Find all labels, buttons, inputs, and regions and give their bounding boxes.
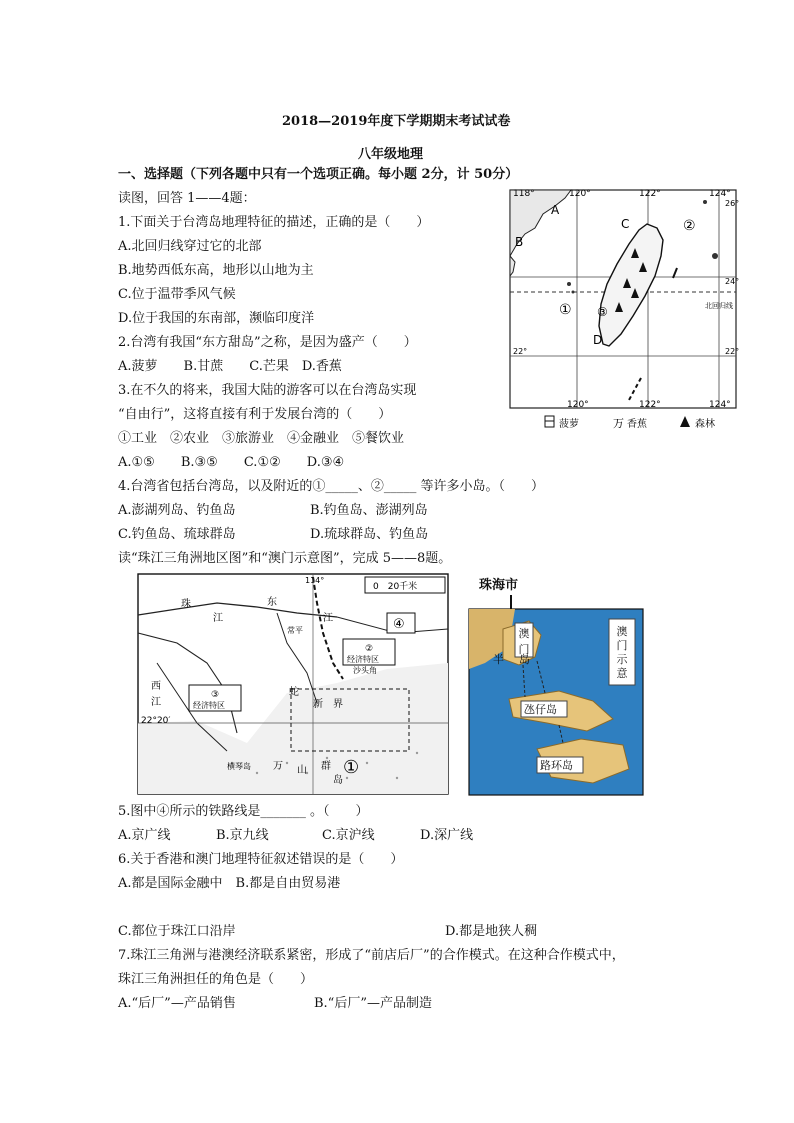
svg-text:A: A <box>551 203 560 217</box>
svg-text:122°: 122° <box>639 400 661 410</box>
svg-text:24°: 24° <box>725 277 740 286</box>
svg-text:澳门示意图: 澳门示意图 <box>622 691 627 692</box>
svg-text:界: 界 <box>333 699 343 710</box>
svg-text:120°: 120° <box>567 400 589 410</box>
svg-text:江: 江 <box>213 613 223 624</box>
section-heading: 一、选择题（下列各题中只有一个选项正确。每小题 2分，计 50分） <box>118 167 519 182</box>
svg-text:东: 东 <box>267 597 277 608</box>
svg-text:124°: 124° <box>709 189 731 199</box>
svg-text:22°: 22° <box>725 347 740 356</box>
intro-1-4: 读图，回答 1——4题： <box>118 191 256 206</box>
svg-text:沙头角: 沙头角 <box>353 666 377 675</box>
q5-option-a: A.京广线 <box>118 828 171 843</box>
q1-option-c: C.位于温带季风气候 <box>118 287 236 302</box>
svg-text:西: 西 <box>151 681 161 692</box>
svg-text:C: C <box>621 217 630 231</box>
svg-text:B: B <box>515 235 524 249</box>
svg-text:山: 山 <box>297 765 307 776</box>
q1-option-a: A.北回归线穿过它的北部 <box>118 239 262 254</box>
svg-text:菠萝: 菠萝 <box>559 419 579 430</box>
q7-stem-2: 珠江三角洲担任的角色是（ ） <box>118 972 314 987</box>
svg-text:D: D <box>593 333 603 347</box>
q7-option-b: B.“后厂”—产品制造 <box>314 996 432 1011</box>
svg-text:122°: 122° <box>639 189 661 199</box>
q7-stem-1: 7.珠江三角洲与港澳经济联系紧密，形成了“前店后厂”的合作模式。在这种合作模式中， <box>118 948 625 963</box>
q1-option-b: B.地势西低东高，地形以山地为主 <box>118 263 314 278</box>
q6-options-ab: A.都是国际金融中 B.都是自由贸易港 <box>118 876 341 891</box>
svg-text:114°: 114° <box>305 576 325 585</box>
svg-text:经济特区: 经济特区 <box>347 655 379 664</box>
svg-text:门: 门 <box>616 639 628 652</box>
svg-text:④: ④ <box>393 617 405 632</box>
svg-text:③: ③ <box>597 305 608 319</box>
svg-text:门: 门 <box>518 643 530 656</box>
q4-stem: 4.台湾省包括台湾岛，以及附近的①_____、②_____ 等许多小岛。（ ） <box>118 479 545 494</box>
svg-text:22°20′: 22°20′ <box>141 716 171 726</box>
svg-text:示: 示 <box>616 653 628 666</box>
q4-option-d: D.琉球群岛、钓鱼岛 <box>310 527 429 542</box>
svg-text:氹仔岛: 氹仔岛 <box>524 703 557 716</box>
svg-text:江: 江 <box>323 613 333 624</box>
svg-text:澳: 澳 <box>616 625 628 638</box>
svg-text:横琴岛: 横琴岛 <box>227 762 251 771</box>
svg-text:珠海市: 珠海市 <box>479 578 519 593</box>
taiwan-map-legend <box>545 416 715 430</box>
svg-text:万: 万 <box>273 761 283 772</box>
svg-text:22°: 22° <box>513 347 528 356</box>
svg-text:半: 半 <box>493 653 504 666</box>
svg-text:蛇: 蛇 <box>289 687 299 698</box>
svg-text:0 20千米: 0 20千米 <box>373 582 418 592</box>
q5-option-d: D.深广线 <box>420 828 474 843</box>
q6-option-c: C.都位于珠江口沿岸 <box>118 924 236 939</box>
q1-option-d: D.位于我国的东南部，濒临印度洋 <box>118 311 315 326</box>
q2-options: A.菠萝 B.甘蔗 C.芒果 D.香蕉 <box>118 359 342 374</box>
intro-5-8: 读“珠江三角洲地区图”和“澳门示意图”，完成 5——8题。 <box>118 551 452 566</box>
q6-stem: 6.关于香港和澳门地理特征叙述错误的是（ ） <box>118 852 404 867</box>
svg-text:香蕉: 香蕉 <box>627 419 647 430</box>
svg-text:26°: 26° <box>725 199 740 208</box>
svg-text:万: 万 <box>613 417 624 430</box>
taiwan-map <box>505 184 745 446</box>
svg-text:珠: 珠 <box>181 599 191 610</box>
svg-text:124°: 124° <box>709 400 731 410</box>
svg-text:路环岛: 路环岛 <box>540 759 573 772</box>
q3-stem-1: 3.在不久的将来，我国大陆的游客可以在台湾岛实现 <box>118 383 417 398</box>
q3-stem-2: “自由行”，这将直接有利于发展台湾的（ ） <box>118 407 392 422</box>
svg-text:森林: 森林 <box>695 419 715 430</box>
q4-option-a: A.澎湖列岛、钓鱼岛 <box>118 503 236 518</box>
q1-stem: 1.下面关于台湾岛地理特征的描述，正确的是（ ） <box>118 215 430 230</box>
svg-text:①: ① <box>343 757 360 778</box>
svg-text:③: ③ <box>211 690 220 700</box>
q6-option-d: D.都是地狭人稠 <box>445 924 538 939</box>
q5-option-c: C.京沪线 <box>322 828 375 843</box>
svg-text:②: ② <box>683 218 696 234</box>
svg-text:澳门半岛: 澳门半岛 <box>489 773 493 774</box>
q5-option-b: B.京九线 <box>216 828 269 843</box>
prd-map <box>137 573 449 795</box>
svg-text:①: ① <box>559 302 572 318</box>
q7-option-a: A.“后厂”—产品销售 <box>118 996 236 1011</box>
macau-map <box>463 573 646 797</box>
svg-text:江: 江 <box>151 697 161 708</box>
q5-stem: 5.图中④所示的铁路线是_______ 。（ ） <box>118 804 369 819</box>
svg-text:北回归线: 北回归线 <box>705 302 733 310</box>
svg-text:岛: 岛 <box>519 653 530 666</box>
svg-text:群: 群 <box>321 761 331 772</box>
exam-subtitle: 八年级地理 <box>358 147 424 162</box>
svg-text:②: ② <box>365 644 374 654</box>
svg-text:岛: 岛 <box>333 775 343 786</box>
q4-option-b: B.钓鱼岛、澎湖列岛 <box>310 503 428 518</box>
exam-title: 2018—2019年度下学期期末考试试卷 <box>282 114 511 129</box>
svg-text:常平: 常平 <box>287 626 303 635</box>
svg-text:120°: 120° <box>569 189 591 199</box>
q3-options: A.①⑤ B.③⑤ C.①② D.③④ <box>118 455 345 470</box>
svg-text:118°: 118° <box>513 189 535 199</box>
q3-items: ①工业 ②农业 ③旅游业 ④金融业 ⑤餐饮业 <box>118 431 405 446</box>
svg-text:新: 新 <box>313 699 323 710</box>
q2-stem: 2.台湾有我国“东方甜岛”之称，是因为盛产（ ） <box>118 335 417 350</box>
q4-option-c: C.钓鱼岛、琉球群岛 <box>118 527 236 542</box>
svg-text:意: 意 <box>616 667 628 680</box>
svg-text:经济特区: 经济特区 <box>193 701 225 710</box>
svg-text:澳: 澳 <box>518 627 530 640</box>
